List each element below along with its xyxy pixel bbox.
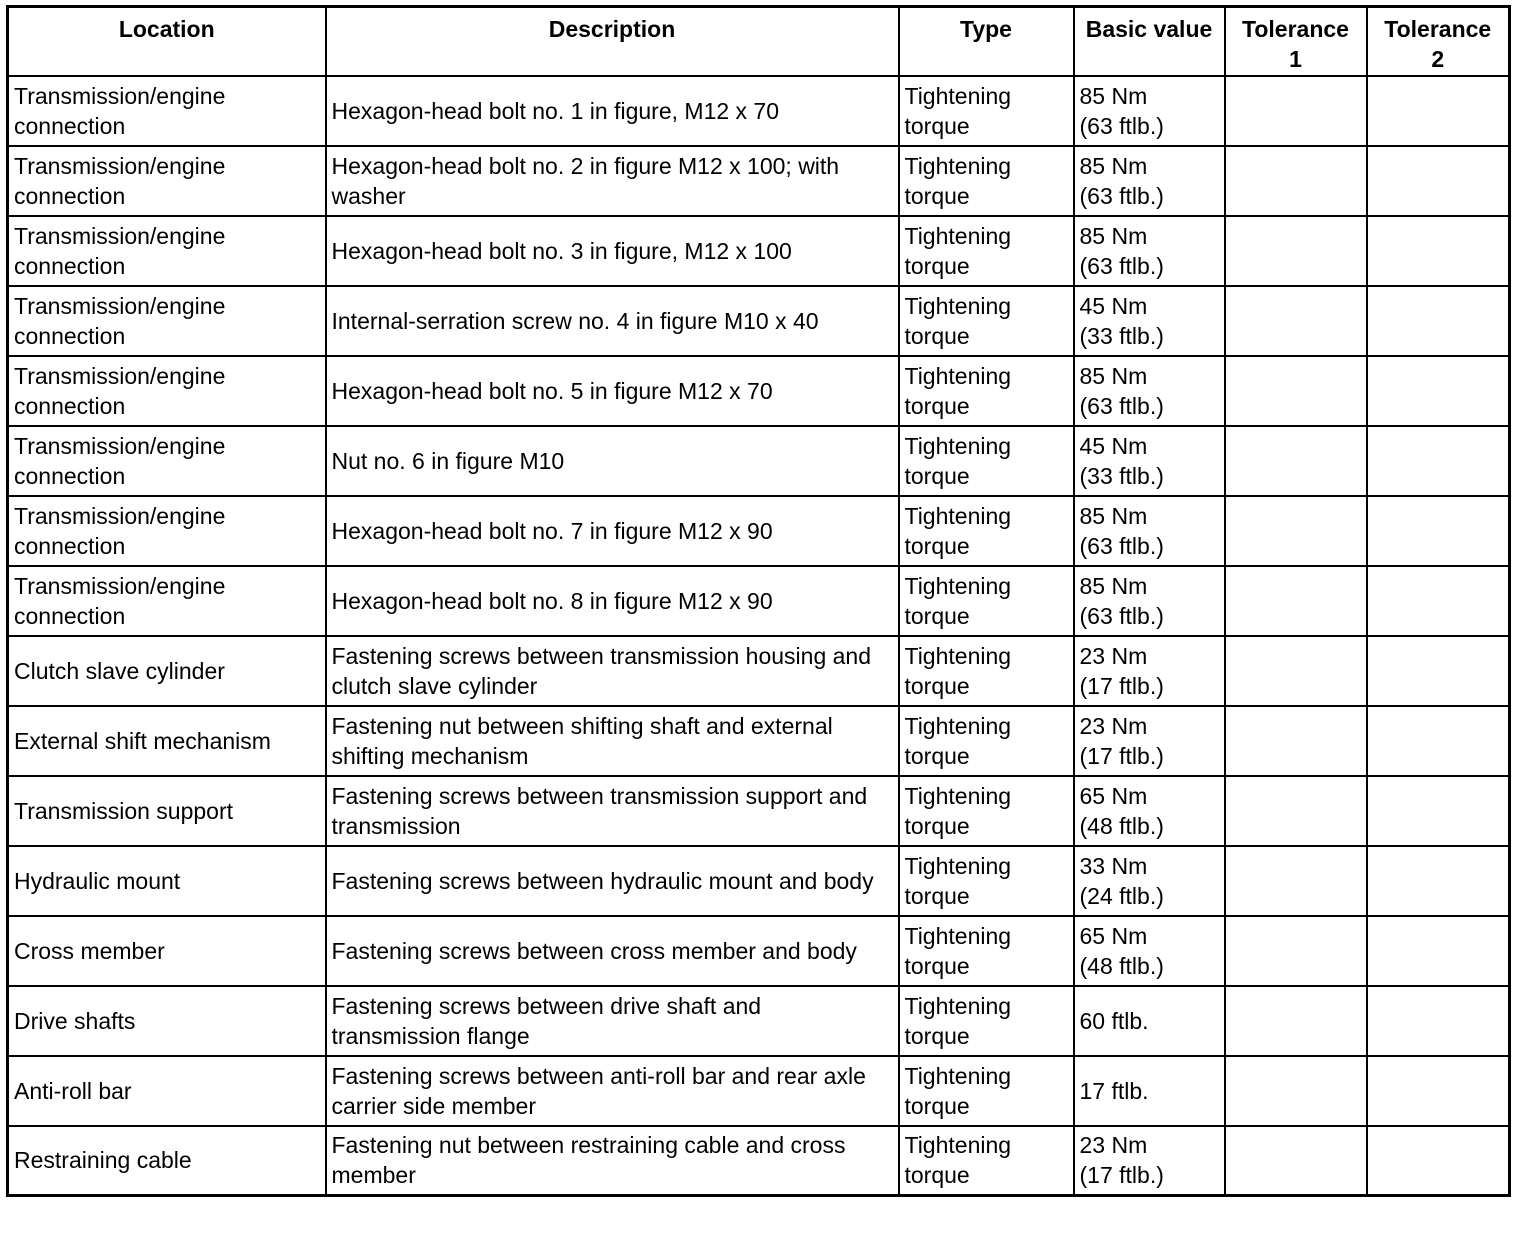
basic-value-primary: 85 Nm — [1079, 362, 1148, 389]
table-row — [8, 76, 1510, 146]
basic-value-secondary: (48 ftlb.) — [1079, 812, 1164, 839]
header-tolerance-1-number: 1 — [1289, 46, 1302, 72]
cell-type: Tightening torque — [899, 1126, 1074, 1196]
table-row — [8, 916, 1510, 986]
basic-value-primary: 85 Nm — [1079, 222, 1148, 249]
basic-value-primary: 23 Nm — [1079, 642, 1148, 669]
basic-value-secondary: (63 ftlb.) — [1079, 392, 1164, 419]
cell-type: Tightening torque — [899, 916, 1074, 986]
table-row — [8, 566, 1510, 636]
cell-type: Tightening torque — [899, 986, 1074, 1056]
basic-value-primary: 45 Nm — [1079, 432, 1148, 459]
cell-tolerance-2 — [1367, 146, 1510, 216]
cell-tolerance-1 — [1225, 76, 1367, 146]
table-row — [8, 146, 1510, 216]
cell-tolerance-2 — [1367, 636, 1510, 706]
basic-value-primary: 65 Nm — [1079, 922, 1148, 949]
cell-basic-value — [1074, 846, 1225, 916]
header-tolerance-1 — [1225, 7, 1367, 76]
basic-value-primary: 65 Nm — [1079, 782, 1148, 809]
cell-tolerance-1 — [1225, 496, 1367, 566]
cell-type: Tightening torque — [899, 426, 1074, 496]
cell-tolerance-1 — [1225, 636, 1367, 706]
table-row — [8, 1126, 1510, 1196]
cell-type: Tightening torque — [899, 566, 1074, 636]
cell-location: External shift mechanism — [8, 706, 326, 776]
cell-basic-value — [1074, 986, 1225, 1056]
cell-location: Transmission/engine connection — [8, 566, 326, 636]
tightening-torque-table — [6, 5, 1511, 1197]
basic-value-secondary: (24 ftlb.) — [1079, 882, 1164, 909]
cell-basic-value — [1074, 356, 1225, 426]
cell-type: Tightening torque — [899, 286, 1074, 356]
header-description: Description — [326, 7, 899, 76]
cell-tolerance-1 — [1225, 566, 1367, 636]
basic-value-secondary: (33 ftlb.) — [1079, 462, 1164, 489]
cell-description: Hexagon-head bolt no. 3 in figure, M12 x 100 — [326, 216, 899, 286]
cell-type: Tightening torque — [899, 146, 1074, 216]
cell-tolerance-2 — [1367, 776, 1510, 846]
basic-value-primary: 23 Nm — [1079, 712, 1148, 739]
basic-value-secondary: (33 ftlb.) — [1079, 322, 1164, 349]
cell-basic-value — [1074, 426, 1225, 496]
cell-tolerance-1 — [1225, 986, 1367, 1056]
table-row — [8, 216, 1510, 286]
basic-value-primary: 33 Nm — [1079, 852, 1148, 879]
basic-value-primary: 85 Nm — [1079, 502, 1148, 529]
cell-basic-value — [1074, 216, 1225, 286]
cell-basic-value — [1074, 566, 1225, 636]
table-row — [8, 426, 1510, 496]
cell-description: Hexagon-head bolt no. 1 in figure, M12 x 70 — [326, 76, 899, 146]
header-type: Type — [899, 7, 1074, 76]
table-row — [8, 356, 1510, 426]
table-row — [8, 706, 1510, 776]
cell-tolerance-2 — [1367, 986, 1510, 1056]
cell-tolerance-2 — [1367, 566, 1510, 636]
table-header-row — [8, 7, 1510, 76]
cell-location: Restraining cable — [8, 1126, 326, 1196]
cell-tolerance-1 — [1225, 1126, 1367, 1196]
cell-type: Tightening torque — [899, 1056, 1074, 1126]
cell-description: Internal-serration screw no. 4 in figure M10 x 40 — [326, 286, 899, 356]
cell-type: Tightening torque — [899, 496, 1074, 566]
cell-basic-value — [1074, 706, 1225, 776]
cell-tolerance-2 — [1367, 356, 1510, 426]
basic-value-primary: 85 Nm — [1079, 82, 1148, 109]
basic-value-secondary: (17 ftlb.) — [1079, 742, 1164, 769]
basic-value-primary: 17 ftlb. — [1079, 1077, 1149, 1104]
basic-value-primary: 23 Nm — [1079, 1132, 1148, 1159]
cell-type: Tightening torque — [899, 76, 1074, 146]
cell-location: Transmission/engine connection — [8, 76, 326, 146]
header-tolerance-2 — [1367, 7, 1510, 76]
cell-tolerance-1 — [1225, 286, 1367, 356]
basic-value-primary: 60 ftlb. — [1079, 1007, 1149, 1034]
cell-location: Transmission/engine connection — [8, 356, 326, 426]
cell-tolerance-1 — [1225, 846, 1367, 916]
cell-location: Cross member — [8, 916, 326, 986]
cell-type: Tightening torque — [899, 706, 1074, 776]
cell-location: Hydraulic mount — [8, 846, 326, 916]
cell-tolerance-2 — [1367, 286, 1510, 356]
header-tolerance-1-label: Tolerance — [1242, 16, 1349, 42]
table-body — [8, 76, 1510, 1196]
cell-basic-value — [1074, 496, 1225, 566]
basic-value-secondary: (63 ftlb.) — [1079, 602, 1164, 629]
cell-basic-value — [1074, 1056, 1225, 1126]
header-location: Location — [8, 7, 326, 76]
basic-value-secondary: (17 ftlb.) — [1079, 1162, 1164, 1189]
basic-value-secondary: (63 ftlb.) — [1079, 252, 1164, 279]
header-tolerance-2-number: 2 — [1431, 46, 1445, 72]
basic-value-secondary: (48 ftlb.) — [1079, 952, 1164, 979]
table-row — [8, 286, 1510, 356]
cell-description: Fastening screws between transmission housing and clutch slave cylinder — [326, 636, 899, 706]
cell-tolerance-1 — [1225, 1056, 1367, 1126]
cell-tolerance-1 — [1225, 356, 1367, 426]
header-basic-value: Basic value — [1074, 7, 1225, 76]
table-row — [8, 636, 1510, 706]
cell-description: Hexagon-head bolt no. 8 in figure M12 x 90 — [326, 566, 899, 636]
basic-value-secondary: (63 ftlb.) — [1079, 532, 1164, 559]
cell-basic-value — [1074, 76, 1225, 146]
cell-description: Hexagon-head bolt no. 2 in figure M12 x 100; with washer — [326, 146, 899, 216]
cell-description: Fastening screws between drive shaft and transmission flange — [326, 986, 899, 1056]
cell-tolerance-2 — [1367, 706, 1510, 776]
cell-tolerance-1 — [1225, 146, 1367, 216]
cell-location: Clutch slave cylinder — [8, 636, 326, 706]
header-tolerance-2-label: Tolerance — [1384, 16, 1492, 42]
cell-description: Fastening nut between restraining cable and cross member — [326, 1126, 899, 1196]
cell-location: Transmission/engine connection — [8, 286, 326, 356]
cell-description: Fastening screws between transmission support and transmission — [326, 776, 899, 846]
cell-tolerance-1 — [1225, 776, 1367, 846]
basic-value-secondary: (63 ftlb.) — [1079, 182, 1164, 209]
cell-description: Fastening screws between hydraulic mount and body — [326, 846, 899, 916]
cell-tolerance-1 — [1225, 216, 1367, 286]
cell-tolerance-2 — [1367, 846, 1510, 916]
cell-description: Fastening screws between cross member and body — [326, 916, 899, 986]
table-row — [8, 776, 1510, 846]
cell-basic-value — [1074, 1126, 1225, 1196]
table-row — [8, 1056, 1510, 1126]
cell-tolerance-2 — [1367, 76, 1510, 146]
table-row — [8, 846, 1510, 916]
cell-tolerance-1 — [1225, 706, 1367, 776]
basic-value-primary: 45 Nm — [1079, 292, 1148, 319]
cell-tolerance-1 — [1225, 916, 1367, 986]
cell-basic-value — [1074, 146, 1225, 216]
cell-location: Transmission/engine connection — [8, 496, 326, 566]
cell-type: Tightening torque — [899, 356, 1074, 426]
cell-type: Tightening torque — [899, 636, 1074, 706]
basic-value-secondary: (63 ftlb.) — [1079, 112, 1164, 139]
cell-location: Transmission/engine connection — [8, 146, 326, 216]
cell-tolerance-2 — [1367, 1056, 1510, 1126]
cell-location: Transmission/engine connection — [8, 216, 326, 286]
table-row — [8, 986, 1510, 1056]
basic-value-primary: 85 Nm — [1079, 572, 1148, 599]
cell-description: Hexagon-head bolt no. 7 in figure M12 x 90 — [326, 496, 899, 566]
cell-tolerance-2 — [1367, 916, 1510, 986]
cell-location: Transmission/engine connection — [8, 426, 326, 496]
table-row — [8, 496, 1510, 566]
cell-location: Anti-roll bar — [8, 1056, 326, 1126]
cell-description: Nut no. 6 in figure M10 — [326, 426, 899, 496]
cell-tolerance-2 — [1367, 1126, 1510, 1196]
cell-type: Tightening torque — [899, 216, 1074, 286]
cell-basic-value — [1074, 776, 1225, 846]
cell-tolerance-2 — [1367, 496, 1510, 566]
cell-type: Tightening torque — [899, 846, 1074, 916]
cell-location: Drive shafts — [8, 986, 326, 1056]
cell-description: Fastening nut between shifting shaft and external shifting mechanism — [326, 706, 899, 776]
cell-basic-value — [1074, 286, 1225, 356]
cell-location: Transmission support — [8, 776, 326, 846]
cell-tolerance-2 — [1367, 216, 1510, 286]
cell-basic-value — [1074, 636, 1225, 706]
basic-value-primary: 85 Nm — [1079, 152, 1148, 179]
cell-basic-value — [1074, 916, 1225, 986]
cell-tolerance-2 — [1367, 426, 1510, 496]
cell-description: Hexagon-head bolt no. 5 in figure M12 x 70 — [326, 356, 899, 426]
cell-tolerance-1 — [1225, 426, 1367, 496]
cell-description: Fastening screws between anti-roll bar and rear axle carrier side member — [326, 1056, 899, 1126]
cell-type: Tightening torque — [899, 776, 1074, 846]
basic-value-secondary: (17 ftlb.) — [1079, 672, 1164, 699]
